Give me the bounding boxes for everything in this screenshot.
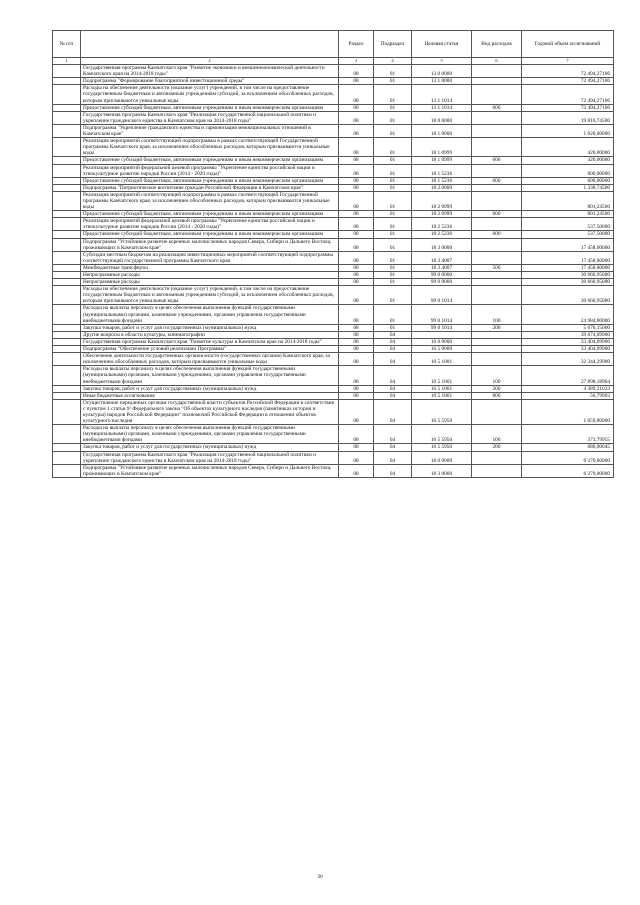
row-expense-type	[472, 272, 522, 279]
row-amount: 4 389,31033	[522, 385, 614, 392]
row-name: Подпрограмма "Устойчивое развитие коренных малочисленных народов Севера, Сибири и Дальнего Востока, проживающих в Камчатском крае"	[81, 464, 339, 477]
table-row	[53, 65, 614, 78]
row-amount: 33 404,09900	[522, 346, 614, 353]
column-number: 2	[81, 58, 339, 65]
row-subsection: 01	[374, 78, 412, 85]
row-number	[53, 331, 81, 338]
row-amount: 1 338,74500	[522, 184, 614, 191]
row-section: 08	[339, 272, 374, 279]
row-section: 08	[339, 218, 374, 231]
row-amount: 56,79903	[522, 392, 614, 399]
table-row	[53, 324, 614, 331]
row-name: Субсидии местным бюджетам на реализацию инвестиционных мероприятий соответствующей подпрограммы соответствующей государственной программы Камчатского края	[81, 251, 339, 264]
table-row	[53, 305, 614, 324]
row-target-item: 18 3 0000	[412, 238, 472, 251]
row-name: Реализация мероприятий федеральной целевой программы "Укрепление единства российской нации и этнокультурное развитие народов России (2014 - 2020 годы)"	[81, 164, 339, 177]
row-name: Расходы на обеспечение деятельности (оказание услуг) учреждений, в том числе на предоставление государственным бюджетным и автономным учреждениям субсидий, за исключением обособленных расходов, которым присваиваются уникальные коды	[81, 85, 339, 104]
row-name: Государственная программа Камчатского края "Реализация государственной национальной политики и укрепление гражданского единства в Камчатском крае на 2014-2018 годы"	[81, 111, 339, 124]
header-annual-volume: Годовой объем ассигнований	[522, 31, 614, 58]
row-target-item: 18 0 0000	[412, 451, 472, 464]
row-number	[53, 464, 81, 477]
row-number	[53, 353, 81, 366]
page-number: 36	[317, 874, 323, 880]
row-amount: 801,24500	[522, 211, 614, 218]
row-name: Расходы на выплаты персоналу в целях обеспечения выполнения функций государственными (муниципальными) органами, казенными учреждениями, органами управления государственными внебюджетными фондами	[81, 366, 339, 385]
row-number	[53, 324, 81, 331]
row-subsection: 01	[374, 279, 412, 286]
row-amount: 420,00000	[522, 138, 614, 157]
row-section: 08	[339, 65, 374, 78]
row-amount: 686,00045	[522, 444, 614, 451]
row-amount: 5 676,15000	[522, 324, 614, 331]
row-subsection: 01	[374, 177, 412, 184]
row-subsection: 04	[374, 346, 412, 353]
table-row	[53, 451, 614, 464]
row-section: 08	[339, 286, 374, 305]
table-header-row	[53, 31, 614, 58]
row-number	[53, 124, 81, 137]
row-subsection: 01	[374, 286, 412, 305]
row-amount: 30 660,95000	[522, 279, 614, 286]
table-row	[53, 238, 614, 251]
row-amount: 72 494,27106	[522, 104, 614, 111]
row-section: 08	[339, 331, 374, 338]
row-name: Расходы на обеспечение деятельности (оказание услуг) учреждений, в том числе на предоставление государственным бюджетным и автономным учреждениям субсидий, за исключением обособленных расходов, которым присваиваются уникальные коды	[81, 286, 339, 305]
row-name: Закупка товаров, работ и услуг для государственных (муниципальных) нужд	[81, 444, 339, 451]
row-target-item: 18 0 0000	[412, 111, 472, 124]
row-name: Реализация мероприятий федеральной целевой программы "Укрепление единства российской нации и этнокультурное развитие народов России (2014 - 2020 годы)"	[81, 218, 339, 231]
row-number	[53, 191, 81, 210]
row-name: Подпрограмма "Устойчивое развитие коренных малочисленных народов Севера, Сибири и Дальнего Востока, проживающих в Камчатском крае"	[81, 238, 339, 251]
row-target-item: 18 1 5236	[412, 177, 472, 184]
row-expense-type	[472, 451, 522, 464]
row-name: Государственная программа Камчатского края "Развитие экономики и внешнеэкономической деятельности Камчатского края на 2014-2018 годы"	[81, 65, 339, 78]
row-section: 08	[339, 157, 374, 164]
table-row	[53, 164, 614, 177]
row-amount: 1 020,00000	[522, 124, 614, 137]
row-name: Реализация мероприятий соответствующей подпрограммы в рамках соответствующей Государственной программы Камчатского края, за исключением обособленных расходов, которым присваиваются уникальные коды	[81, 191, 339, 210]
row-subsection: 04	[374, 392, 412, 399]
row-target-item: 18 2 5236	[412, 218, 472, 231]
row-section: 08	[339, 238, 374, 251]
row-expense-type	[472, 124, 522, 137]
row-name: Расходы на выплаты персоналу в целях обеспечения выполнения функций государственными (муниципальными) органами, казенными учреждениями, органами управления государственными внебюджетными фондами	[81, 305, 339, 324]
row-number	[53, 264, 81, 271]
header-name	[81, 31, 339, 58]
row-section: 08	[339, 451, 374, 464]
row-number	[53, 279, 81, 286]
row-target-item: 18 1 0999	[412, 157, 472, 164]
table-row	[53, 444, 614, 451]
row-target-item: 18 2 5236	[412, 231, 472, 238]
row-amount: 537,50000	[522, 231, 614, 238]
row-number	[53, 272, 81, 279]
table-row	[53, 177, 614, 184]
row-expense-type	[472, 286, 522, 305]
row-amount: 27 898,18964	[522, 366, 614, 385]
row-section: 08	[339, 85, 374, 104]
row-name: Подпрограмма "Патриотическое воспитание граждан Российской Федерации в Камчатском крае"	[81, 184, 339, 191]
table-row	[53, 331, 614, 338]
header-target-item: Целевая статья	[412, 31, 472, 58]
row-section: 08	[339, 464, 374, 477]
row-section: 08	[339, 251, 374, 264]
row-expense-type: 200	[472, 385, 522, 392]
row-name: Государственная программа Камчатского края "Реализация государственной национальной политики и укрепление гражданского единства в Камчатском крае на 2014-2018 годы"	[81, 451, 339, 464]
table-row	[53, 104, 614, 111]
row-amount: 72 494,27106	[522, 78, 614, 85]
row-amount: 33 404,09900	[522, 338, 614, 345]
table-row	[53, 286, 614, 305]
row-subsection: 04	[374, 385, 412, 392]
row-number	[53, 231, 81, 238]
row-number	[53, 305, 81, 324]
row-subsection: 01	[374, 138, 412, 157]
row-expense-type: 600	[472, 104, 522, 111]
row-expense-type	[472, 346, 522, 353]
table-row	[53, 211, 614, 218]
row-name: Иные бюджетные ассигнования	[81, 392, 339, 399]
table-row	[53, 338, 614, 345]
table-row	[53, 366, 614, 385]
row-number	[53, 366, 81, 385]
row-amount: 30 660,95000	[522, 286, 614, 305]
row-amount: 32 344,29900	[522, 353, 614, 366]
row-name: Непрограммные расходы	[81, 279, 339, 286]
row-amount: 1 059,80000	[522, 399, 614, 424]
row-target-item: 18 1 0999	[412, 138, 472, 157]
row-section: 08	[339, 191, 374, 210]
table-row	[53, 78, 614, 85]
row-section: 08	[339, 425, 374, 444]
row-name: Государственная программа Камчатского края "Развитие культуры в Камчатском крае на 2014-2018 годы"	[81, 338, 339, 345]
table-row	[53, 191, 614, 210]
row-name: Закупка товаров, работ и услуг для государственных (муниципальных) нужд	[81, 385, 339, 392]
row-amount: 6 270,00000	[522, 451, 614, 464]
row-number	[53, 251, 81, 264]
row-section: 08	[339, 184, 374, 191]
row-section: 08	[339, 138, 374, 157]
row-number	[53, 385, 81, 392]
table-row	[53, 85, 614, 104]
row-amount: 537,50000	[522, 218, 614, 231]
row-number	[53, 444, 81, 451]
row-subsection: 01	[374, 238, 412, 251]
row-name: Подпрограмма "Формирование благоприятной инвестиционной среды"	[81, 78, 339, 85]
row-number	[53, 157, 81, 164]
row-target-item: 10 5 1001	[412, 366, 472, 385]
budget-allocation-table	[52, 30, 614, 478]
row-name: Предоставление субсидий бюджетным, автономным учреждениям и иным некоммерческим организациям	[81, 157, 339, 164]
row-expense-type: 600	[472, 157, 522, 164]
row-name: Подпрограмма "Обеспечение условий реализации Программы"	[81, 346, 339, 353]
row-number	[53, 65, 81, 78]
row-number	[53, 218, 81, 231]
table-row	[53, 138, 614, 157]
row-expense-type: 500	[472, 264, 522, 271]
row-target-item: 13 1 1014	[412, 104, 472, 111]
row-amount: 600,00000	[522, 164, 614, 177]
row-name: Предоставление субсидий бюджетным, автономным учреждениям и иным некоммерческим организациям	[81, 211, 339, 218]
row-target-item: 13 0 0000	[412, 65, 472, 78]
row-name: Другие вопросы в области культуры, кинематографии	[81, 331, 339, 338]
row-section: 08	[339, 444, 374, 451]
row-amount: 24 984,80000	[522, 305, 614, 324]
row-target-item: 10 5 5950	[412, 444, 472, 451]
row-target-item: 10 5 1001	[412, 385, 472, 392]
row-target-item: 10 5 5950	[412, 425, 472, 444]
row-subsection: 01	[374, 111, 412, 124]
table-row	[53, 399, 614, 424]
row-section: 08	[339, 211, 374, 218]
row-target-item: 99 0 1014	[412, 324, 472, 331]
row-subsection: 04	[374, 366, 412, 385]
row-expense-type: 100	[472, 305, 522, 324]
row-subsection: 04	[374, 464, 412, 477]
row-section: 08	[339, 353, 374, 366]
row-name: Закупка товаров, работ и услуг для государственных (муниципальных) нужд	[81, 324, 339, 331]
row-expense-type	[472, 111, 522, 124]
row-section: 08	[339, 78, 374, 85]
row-expense-type: 100	[472, 425, 522, 444]
row-subsection: 04	[374, 353, 412, 366]
table-row	[53, 264, 614, 271]
header-number: № п/п	[53, 31, 81, 58]
column-number: 4	[374, 58, 412, 65]
table-row	[53, 346, 614, 353]
row-target-item: 18 3 0000	[412, 464, 472, 477]
column-number: 1	[53, 58, 81, 65]
header-expense-type: Вид расходов	[472, 31, 522, 58]
row-name: Непрограммные расходы	[81, 272, 339, 279]
row-subsection: 04	[374, 331, 412, 338]
row-section: 08	[339, 177, 374, 184]
row-subsection: 01	[374, 85, 412, 104]
row-expense-type	[472, 218, 522, 231]
table-body	[53, 65, 614, 478]
row-target-item: 99 0 1014	[412, 305, 472, 324]
row-target-item: 18 1 5236	[412, 164, 472, 177]
row-expense-type	[472, 65, 522, 78]
row-target-item	[412, 331, 472, 338]
row-number	[53, 399, 81, 424]
table-row	[53, 425, 614, 444]
column-number: 3	[339, 58, 374, 65]
row-name: Обеспечение деятельности государственных органов власти (государственных органов) Камчатского края, за исключением обособленных расходов, которым присваиваются уникальные коды	[81, 353, 339, 366]
row-target-item: 99 0 0000	[412, 279, 472, 286]
row-number	[53, 346, 81, 353]
row-expense-type	[472, 399, 522, 424]
row-section: 08	[339, 264, 374, 271]
row-section: 08	[339, 279, 374, 286]
table-row	[53, 124, 614, 137]
row-name: Межбюджетные трансферты	[81, 264, 339, 271]
row-subsection: 01	[374, 324, 412, 331]
row-number	[53, 177, 81, 184]
row-subsection: 01	[374, 65, 412, 78]
row-number	[53, 286, 81, 305]
table-row	[53, 392, 614, 399]
row-expense-type: 800	[472, 392, 522, 399]
row-expense-type: 200	[472, 444, 522, 451]
row-subsection: 01	[374, 305, 412, 324]
row-subsection: 01	[374, 164, 412, 177]
table-row	[53, 218, 614, 231]
row-number	[53, 338, 81, 345]
table-row	[53, 464, 614, 477]
row-subsection: 01	[374, 251, 412, 264]
row-section: 08	[339, 111, 374, 124]
row-subsection: 01	[374, 218, 412, 231]
header-section: Раздел	[339, 31, 374, 58]
row-expense-type: 100	[472, 366, 522, 385]
table-row	[53, 157, 614, 164]
row-section: 08	[339, 124, 374, 137]
row-amount: 600,00000	[522, 177, 614, 184]
row-expense-type: 600	[472, 231, 522, 238]
row-number	[53, 138, 81, 157]
row-section: 08	[339, 338, 374, 345]
row-target-item: 10 5 1001	[412, 353, 472, 366]
row-amount: 6 270,00000	[522, 464, 614, 477]
row-expense-type: 600	[472, 177, 522, 184]
row-amount: 30 660,95000	[522, 272, 614, 279]
row-target-item: 10 5 1001	[412, 392, 472, 399]
row-subsection: 01	[374, 184, 412, 191]
table-row	[53, 385, 614, 392]
row-subsection: 01	[374, 191, 412, 210]
row-expense-type	[472, 238, 522, 251]
row-section: 08	[339, 346, 374, 353]
row-amount: 373,79955	[522, 425, 614, 444]
row-amount: 420,00000	[522, 157, 614, 164]
row-subsection: 01	[374, 157, 412, 164]
table-row	[53, 251, 614, 264]
row-expense-type	[472, 279, 522, 286]
row-subsection: 01	[374, 211, 412, 218]
row-section: 08	[339, 399, 374, 424]
row-subsection: 01	[374, 231, 412, 238]
row-target-item: 18 1 0000	[412, 124, 472, 137]
row-target-item: 13 1 1014	[412, 85, 472, 104]
row-number	[53, 238, 81, 251]
row-target-item: 18 3 4007	[412, 264, 472, 271]
column-number-row	[53, 58, 614, 65]
row-section: 08	[339, 392, 374, 399]
row-target-item: 18 2 0999	[412, 211, 472, 218]
row-name: Расходы на выплаты персоналу в целях обеспечения выполнения функций государственными (муниципальными) органами, казенными учреждениями, органами управления государственными внебюджетными фондами	[81, 425, 339, 444]
column-number: 6	[472, 58, 522, 65]
row-subsection: 01	[374, 272, 412, 279]
row-target-item: 10 0 0000	[412, 338, 472, 345]
row-subsection: 01	[374, 124, 412, 137]
row-section: 08	[339, 104, 374, 111]
row-expense-type	[472, 331, 522, 338]
row-section: 08	[339, 231, 374, 238]
row-expense-type	[472, 353, 522, 366]
row-name: Предоставление субсидий бюджетным, автономным учреждениям и иным некоммерческим организациям	[81, 104, 339, 111]
row-subsection: 04	[374, 399, 412, 424]
row-name: Подпрограмма "Укрепление гражданского единства и гармонизация межнациональных отношений в Камчатском крае"	[81, 124, 339, 137]
table-row	[53, 111, 614, 124]
row-target-item: 10 5 0000	[412, 346, 472, 353]
row-number	[53, 78, 81, 85]
row-amount: 19 816,74500	[522, 111, 614, 124]
row-expense-type	[472, 78, 522, 85]
row-subsection: 04	[374, 444, 412, 451]
row-expense-type: 200	[472, 324, 522, 331]
row-expense-type	[472, 85, 522, 104]
row-amount: 72 494,27106	[522, 85, 614, 104]
row-name: Предоставление субсидий бюджетным, автономным учреждениям и иным некоммерческим организациям	[81, 177, 339, 184]
row-section: 08	[339, 366, 374, 385]
row-number	[53, 211, 81, 218]
row-number	[53, 184, 81, 191]
row-expense-type	[472, 338, 522, 345]
row-expense-type	[472, 164, 522, 177]
row-name: Предоставление субсидий бюджетным, автономным учреждениям и иным некоммерческим организациям	[81, 231, 339, 238]
row-expense-type	[472, 464, 522, 477]
row-amount: 17 458,00000	[522, 264, 614, 271]
row-target-item: 18 2 0999	[412, 191, 472, 210]
column-number: 5	[412, 58, 472, 65]
row-subsection: 04	[374, 338, 412, 345]
header-subsection: Подраздел	[374, 31, 412, 58]
row-number	[53, 425, 81, 444]
row-expense-type	[472, 184, 522, 191]
row-number	[53, 85, 81, 104]
row-number	[53, 104, 81, 111]
row-amount: 39 674,09900	[522, 331, 614, 338]
row-number	[53, 392, 81, 399]
row-expense-type	[472, 251, 522, 264]
row-amount: 17 458,00000	[522, 251, 614, 264]
table-row	[53, 279, 614, 286]
row-target-item: 18 3 4007	[412, 251, 472, 264]
table-row	[53, 184, 614, 191]
row-section: 08	[339, 305, 374, 324]
row-subsection: 04	[374, 451, 412, 464]
row-amount: 17 458,00000	[522, 238, 614, 251]
row-target-item: 18 2 0000	[412, 184, 472, 191]
row-expense-type: 600	[472, 211, 522, 218]
row-target-item: 10 5 5950	[412, 399, 472, 424]
row-section: 08	[339, 324, 374, 331]
row-expense-type	[472, 138, 522, 157]
row-target-item: 13 1 0000	[412, 78, 472, 85]
table-row	[53, 353, 614, 366]
row-number	[53, 111, 81, 124]
column-number: 7	[522, 58, 614, 65]
row-section: 08	[339, 164, 374, 177]
table-row	[53, 272, 614, 279]
row-subsection: 01	[374, 104, 412, 111]
row-number	[53, 451, 81, 464]
row-name: Осуществление переданных органам государственной власти субъектов Российской Федерации в соответствии с пунктом 1 статьи 9¹ Федерального закона "Об объектах культурного наследия (памятниках истории и культуры) народов Российской Федерации" полномочий Российской Федерации в отношении объектов культурного наследия	[81, 399, 339, 424]
row-expense-type	[472, 191, 522, 210]
row-target-item: 99 0 0000	[412, 272, 472, 279]
row-amount: 72 494,27106	[522, 65, 614, 78]
row-section: 08	[339, 385, 374, 392]
row-amount: 801,24500	[522, 191, 614, 210]
row-number	[53, 164, 81, 177]
row-name: Реализация мероприятий соответствующей подпрограммы в рамках соответствующей Государственной программы Камчатского края, за исключением обособленных расходов, которым присваиваются уникальные коды	[81, 138, 339, 157]
table-row	[53, 231, 614, 238]
row-target-item: 99 0 1014	[412, 286, 472, 305]
row-subsection: 01	[374, 264, 412, 271]
row-subsection: 04	[374, 425, 412, 444]
